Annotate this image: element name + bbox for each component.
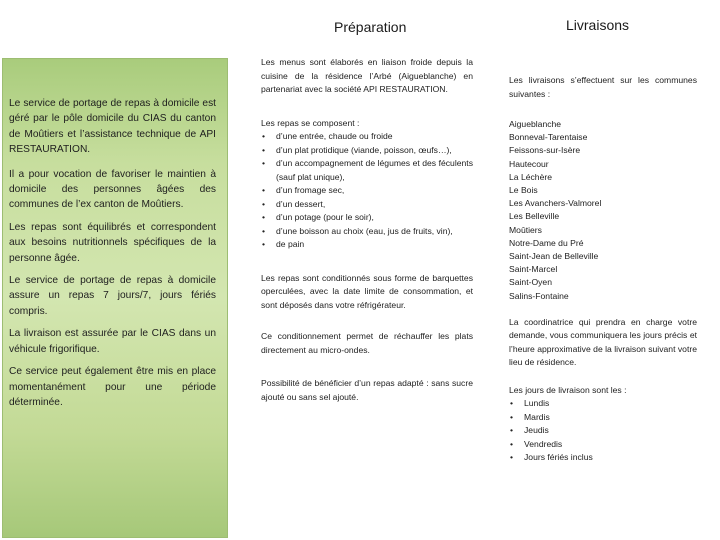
preparation-heading: Préparation bbox=[334, 19, 407, 35]
list-item: La Léchère bbox=[509, 171, 553, 182]
list-item: Saint-Marcel bbox=[509, 264, 558, 275]
list-item: • d’une boisson au choix (eau, jus de fruits, vin), bbox=[261, 225, 473, 239]
list-item: • d’un potage (pour le soir), bbox=[261, 211, 473, 225]
list-item: Saint-Oyen bbox=[509, 277, 552, 288]
composition-title: Les repas se composent : bbox=[261, 117, 360, 128]
list-item: • Jours fériés inclus bbox=[509, 451, 697, 465]
list-item: Les Belleville bbox=[509, 211, 560, 222]
list-item: Moûtiers bbox=[509, 224, 542, 235]
left-paragraph-6: Ce service peut également être mis en place momentanément pour une période déterminée. bbox=[9, 366, 216, 408]
bullet-icon: • bbox=[510, 452, 514, 463]
list-item: Bonneval-Tarentaise bbox=[509, 132, 588, 143]
adapted-meal-text: Possibilité de bénéficier d’un repas adapté : sans sucre ajouté ou sans sel ajouté. bbox=[261, 378, 473, 402]
bullet-icon: • bbox=[262, 239, 266, 249]
left-paragraph-4: Le service de portage de repas à domicile assure un repas 7 jours/7, jours fériés compris. bbox=[9, 275, 216, 317]
list-item: • d’un dessert, bbox=[261, 198, 473, 212]
left-paragraph-2: Il a pour vocation de favoriser le maintien à domicile des personnes âgées des communes de l’ex canton de Moûtiers. bbox=[9, 168, 216, 211]
list-item: Salins-Fontaine bbox=[509, 290, 569, 301]
bullet-icon: • bbox=[510, 438, 514, 449]
list-item: Feissons-sur-Isère bbox=[509, 145, 581, 156]
livraisons-heading: Livraisons bbox=[566, 17, 630, 33]
list-item: Notre-Dame du Pré bbox=[509, 237, 584, 248]
list-item: • d’un plat protidique (viande, poisson, œufs…), bbox=[261, 144, 473, 158]
composition-list bbox=[261, 130, 473, 252]
list-item: • Lundis bbox=[509, 397, 697, 411]
list-item: Hautecour bbox=[509, 158, 549, 169]
delivery-days-title: Les jours de livraison sont les : bbox=[509, 384, 627, 395]
left-paragraph-5: La livraison est assurée par le CIAS dans un véhicule frigorifique. bbox=[9, 328, 216, 355]
list-item: • d’un accompagnement de légumes et des féculents (sauf plat unique), bbox=[262, 158, 473, 182]
list-item: • Vendredis bbox=[509, 438, 697, 452]
left-panel-text bbox=[9, 96, 216, 417]
bullet-icon: • bbox=[262, 185, 266, 195]
reheat-text: Ce conditionnement permet de réchauffer les plats directement au micro-ondes. bbox=[261, 331, 473, 355]
preparation-intro: Les menus sont élaborés en liaison froide depuis la cuisine de la résidence l’Arbé (Aigueblanche) en partenariat avec la société API RESTAURATION. bbox=[261, 57, 473, 94]
bullet-icon: • bbox=[262, 131, 266, 141]
bullet-icon: • bbox=[262, 198, 266, 209]
preparation-column bbox=[261, 56, 473, 404]
list-item: • Jeudis bbox=[509, 424, 697, 438]
list-item: Le Bois bbox=[509, 185, 538, 196]
left-paragraph-1: Le service de portage de repas à domicile est géré par le pôle domicile du CIAS du canton de Moûtiers et l’assistance technique de API RESTAURATION. bbox=[9, 98, 216, 156]
left-paragraph-3: Les repas sont équilibrés et correspondent aux besoins nutritionnels spécifiques de la personne âgée. bbox=[9, 221, 216, 264]
list-item: • d’une entrée, chaude ou froide bbox=[261, 130, 473, 144]
bullet-icon: • bbox=[262, 212, 266, 222]
bullet-icon: • bbox=[510, 398, 514, 409]
packaging-text: Les repas sont conditionnés sous forme de barquettes operculées, avec la date limite de consommation, et sont déposés dans votre réfrigérateur. bbox=[261, 272, 473, 310]
list-item: Aigueblanche bbox=[509, 119, 562, 129]
list-item: • d’un fromage sec, bbox=[261, 184, 473, 198]
bullet-icon: • bbox=[262, 225, 266, 236]
delivery-days-list bbox=[509, 397, 697, 465]
list-item: Saint-Jean de Belleville bbox=[509, 251, 599, 262]
coordinator-text: La coordinatrice qui prendra en charge votre demande, vous communiquera les jours précis et l’heure approximative de la livraison suivant votre lieu de résidence. bbox=[509, 316, 697, 368]
bullet-icon: • bbox=[510, 411, 514, 422]
bullet-icon: • bbox=[262, 144, 266, 155]
livraisons-column bbox=[509, 74, 697, 465]
communes-list bbox=[509, 118, 697, 303]
list-item: • Mardis bbox=[509, 411, 697, 425]
bullet-icon: • bbox=[510, 425, 514, 436]
list-item: Les Avanchers-Valmorel bbox=[509, 198, 602, 209]
bullet-icon: • bbox=[262, 158, 266, 168]
list-item: • de pain bbox=[261, 238, 473, 252]
livraisons-intro: Les livraisons s’effectuent sur les communes suivantes : bbox=[509, 75, 697, 99]
